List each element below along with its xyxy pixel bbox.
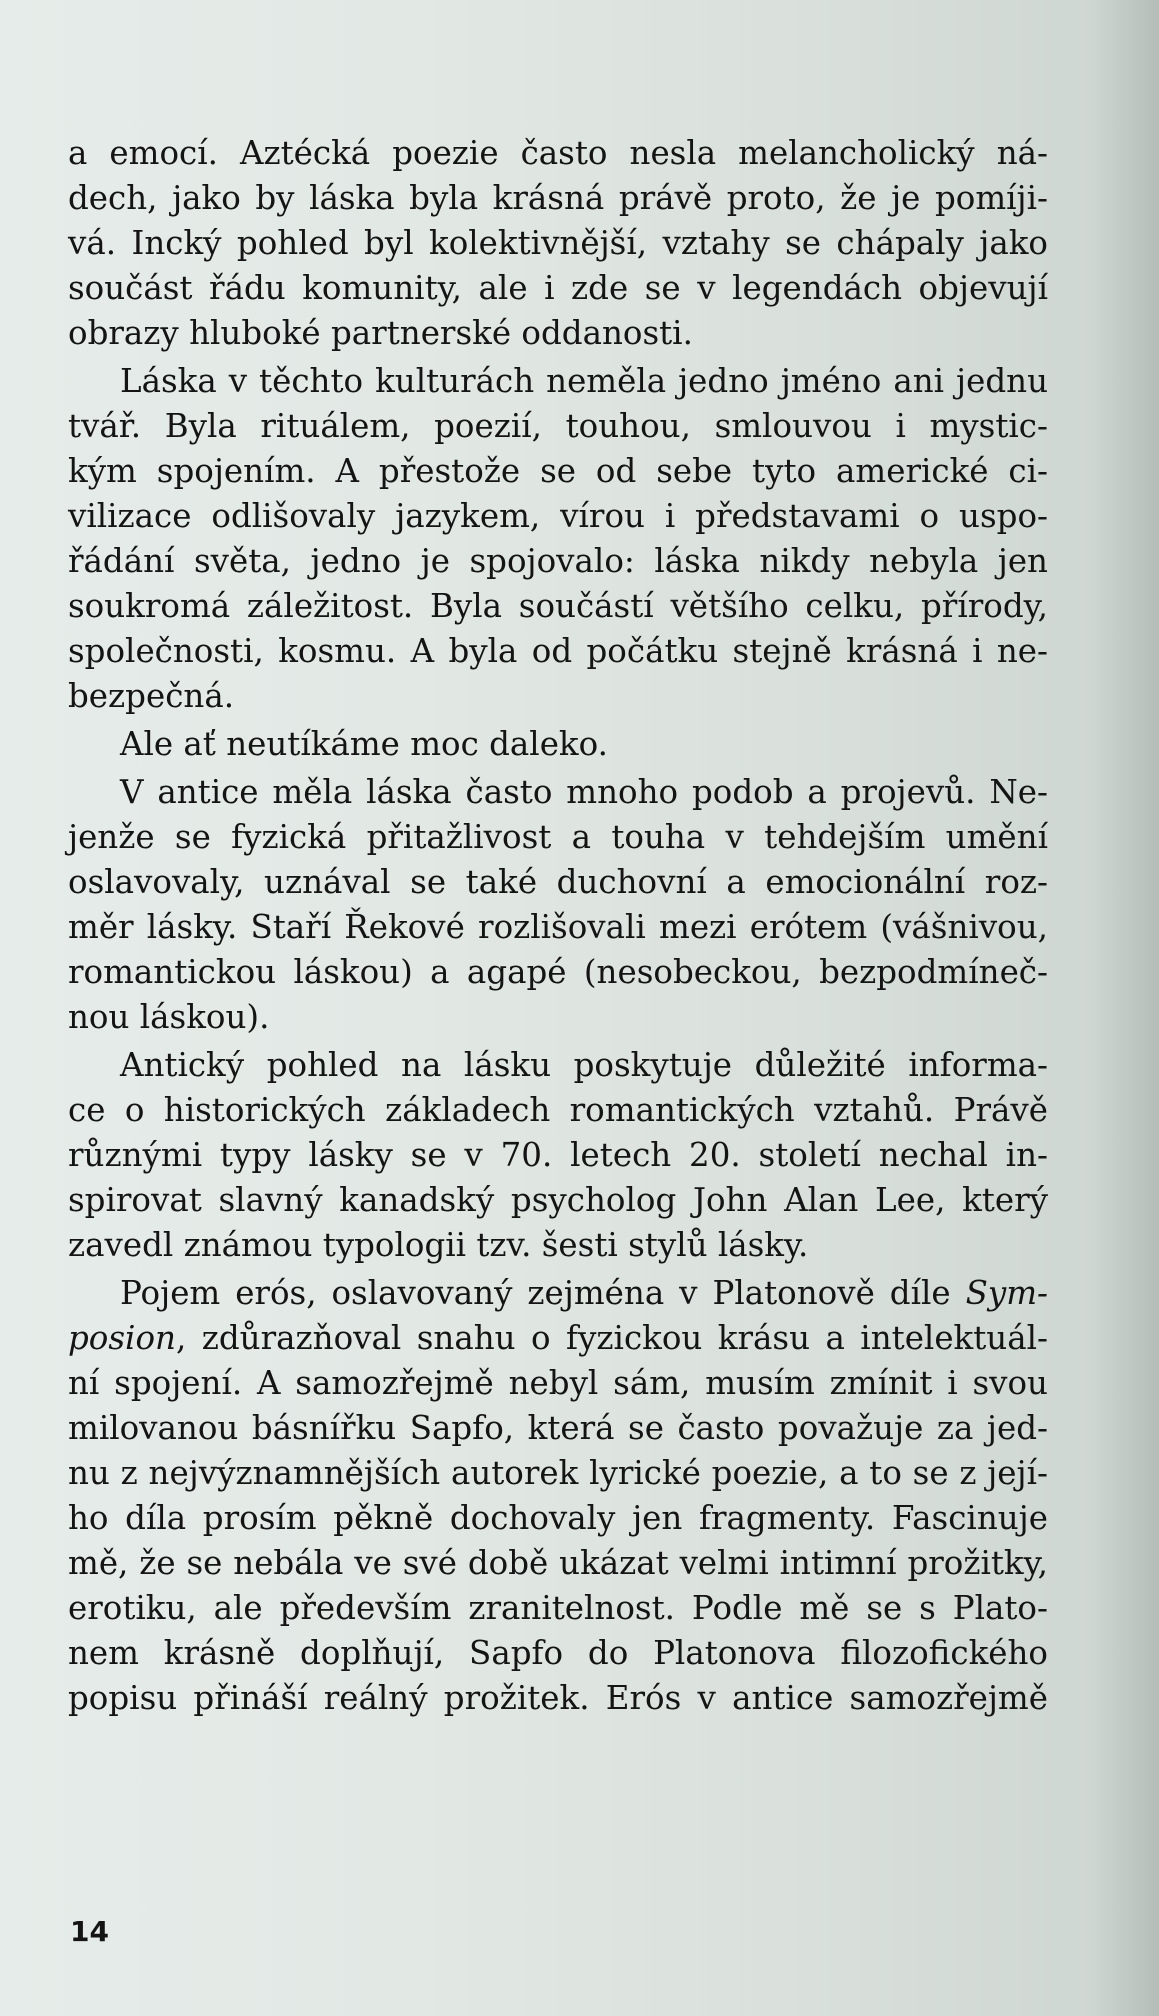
text-line: ce o historických základech romantických vztahů. Právě [68, 1091, 1048, 1129]
text-line: V antice měla láska často mnoho podob a projevů. Ne- [120, 773, 1048, 811]
text-line: erotiku, ale především zranitelnost. Podle mě se s Plato- [68, 1589, 1048, 1627]
text-line: Ale ať neutíkáme moc daleko. [120, 725, 608, 763]
text-line: řádání světa, jedno je spojovalo: láska nikdy nebyla jen [68, 542, 1048, 580]
italic-title: Sym- [965, 1274, 1048, 1312]
text-line [68, 1316, 1048, 1361]
text-line: obrazy hluboké partnerské oddanosti. [68, 314, 693, 352]
italic-title: posion [68, 1319, 176, 1357]
page-number: 14 [70, 1915, 109, 1948]
text-line: milovanou básnířku Sapfo, která se často považuje za jed- [68, 1409, 1048, 1447]
text-line: Antický pohled na lásku poskytuje důležité informa- [120, 1046, 1048, 1084]
text-line-segment: Pojem erós, oslavovaný zejména v Platonově díle [120, 1274, 966, 1312]
text-line: tvář. Byla rituálem, poezií, touhou, smlouvou i mystic- [68, 407, 1048, 445]
text-line: měr lásky. Staří Řekové rozlišovali mezi erótem (vášnivou, [68, 908, 1048, 946]
text-line: společnosti, kosmu. A byla od počátku stejně krásná i ne- [68, 632, 1048, 670]
text-line: romantickou láskou) a agapé (nesobeckou, bezpodmíneč- [68, 953, 1048, 991]
text-line: ho díla prosím pěkně dochovaly jen fragmenty. Fascinuje [68, 1499, 1048, 1537]
text-line: jenže se fyzická přitažlivost a touha v tehdejším umění [68, 818, 1048, 856]
text-line: a emocí. Aztécká poezie často nesla melancholický ná- [68, 134, 1048, 172]
text-line: mě, že se nebála ve své době ukázat velmi intimní prožitky, [68, 1544, 1048, 1582]
text-line-segment: , zdůrazňoval snahu o fyzickou krásu a intelektuál- [175, 1319, 1048, 1357]
text-line: nem krásně doplňují, Sapfo do Platonova filozofického [68, 1634, 1048, 1672]
text-line: kým spojením. A přestože se od sebe tyto americké ci- [68, 452, 1048, 490]
text-line: nu z nejvýznamnějších autorek lyrické poezie, a to se z její- [68, 1454, 1048, 1492]
text-line: nou láskou). [68, 998, 270, 1036]
text-line: popisu přináší reálný prožitek. Erós v antice samozřejmě [68, 1679, 1048, 1717]
text-line: spirovat slavný kanadský psycholog John Alan Lee, který [68, 1181, 1048, 1219]
text-line: vá. Incký pohled byl kolektivnější, vztahy se chápaly jako [68, 224, 1048, 262]
text-line: soukromá záležitost. Byla součástí většího celku, přírody, [68, 587, 1048, 625]
text-line: různými typy lásky se v 70. letech 20. století nechal in- [68, 1136, 1048, 1174]
text-line: Láska v těchto kulturách neměla jedno jméno ani jednu [120, 362, 1048, 400]
text-line: vilizace odlišovaly jazykem, vírou i představami o uspo- [68, 497, 1048, 535]
text-line: dech, jako by láska byla krásná právě proto, že je pomíji- [68, 179, 1048, 217]
body-text [68, 131, 1048, 1721]
text-line: součást řádu komunity, ale i zde se v legendách objevují [68, 269, 1048, 307]
text-line: oslavovaly, uznával se také duchovní a emocionální roz- [68, 863, 1048, 901]
text-line: bezpečná. [68, 677, 235, 715]
text-line: ní spojení. A samozřejmě nebyl sám, musím zmínit i svou [68, 1364, 1048, 1402]
text-line: zavedl známou typologii tzv. šesti stylů lásky. [68, 1226, 809, 1264]
text-line [68, 1271, 1048, 1316]
